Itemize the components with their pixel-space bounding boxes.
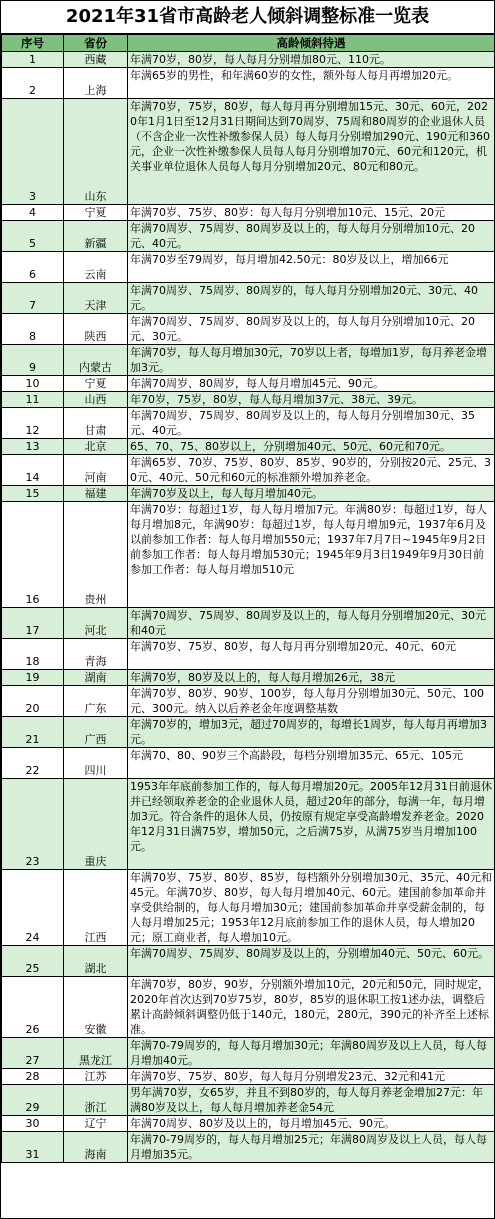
row-index: 4 xyxy=(2,205,64,221)
row-province: 宁夏 xyxy=(64,205,128,221)
row-index: 23 xyxy=(2,779,64,870)
row-province: 云南 xyxy=(64,252,128,283)
row-index: 26 xyxy=(2,977,64,1038)
row-index: 28 xyxy=(2,1069,64,1085)
row-benefit: 年满70岁至79周岁，每月增加42.50元：80岁及以上，增加66元 xyxy=(128,252,495,283)
row-province: 广东 xyxy=(64,686,128,717)
row-province: 江西 xyxy=(64,870,128,946)
table-body xyxy=(2,52,495,1163)
row-index: 2 xyxy=(2,68,64,99)
row-province: 安徽 xyxy=(64,977,128,1038)
row-province: 山东 xyxy=(64,99,128,205)
row-index: 22 xyxy=(2,748,64,779)
row-benefit: 年满70岁及以上，每人每月增加40元。 xyxy=(128,486,495,502)
row-benefit: 年满70岁、75岁、80岁：每人每月分别增加10元、15元、20元 xyxy=(128,205,495,221)
row-province: 新疆 xyxy=(64,221,128,252)
row-index: 6 xyxy=(2,252,64,283)
row-index: 21 xyxy=(2,717,64,748)
page-title: 2021年31省市高龄老人倾斜调整标准一览表 xyxy=(1,1,494,34)
row-index: 27 xyxy=(2,1038,64,1069)
header-benefit: 高龄倾斜待遇 xyxy=(128,35,495,52)
data-table xyxy=(1,34,495,1163)
row-index: 17 xyxy=(2,608,64,639)
row-province: 辽宁 xyxy=(64,1116,128,1132)
row-province: 四川 xyxy=(64,748,128,779)
table-row xyxy=(2,408,495,439)
row-index: 16 xyxy=(2,502,64,608)
row-province: 河北 xyxy=(64,608,128,639)
table-row xyxy=(2,502,495,608)
row-benefit: 年满70-79周岁的，每人每月增加30元；年满80周岁及以上人员，每人每月增加40元。 xyxy=(128,1038,495,1069)
table-row xyxy=(2,670,495,686)
row-benefit: 年70岁，75岁，80岁，每人每月增加37元、38元、39元。 xyxy=(128,392,495,408)
table-row xyxy=(2,455,495,486)
row-benefit: 1953年年底前参加工作的，每人每月增加20元。2005年12月31日前退休并已经领取养老金的企业退休人员，超过20年的部分，每满一年，每月增加3元。符合条件的退休人员，仍按原有规定享受高龄增发养老金。2020年12月31日满75岁，增加50元，之后满75岁，从满75岁当月增加100元。 xyxy=(128,779,495,870)
row-index: 9 xyxy=(2,345,64,376)
row-province: 江苏 xyxy=(64,1069,128,1085)
table-row xyxy=(2,205,495,221)
table-row xyxy=(2,52,495,68)
row-province: 内蒙古 xyxy=(64,345,128,376)
row-index: 29 xyxy=(2,1085,64,1116)
table-row xyxy=(2,392,495,408)
row-index: 31 xyxy=(2,1132,64,1163)
row-benefit: 年满70岁、75岁、80岁、85岁，每档额外分别增加30元、35元、40元和45元。年满70岁、80岁，每人每月增加40元、60元。建国前参加革命并享受供给制的，每人每月增加30元；建国前参加革命并享受薪金制的，每人每月增加25元；1953年12月底前参加工作的退休人员，每人增加20元；原工商业者，每人增加10元。 xyxy=(128,870,495,946)
row-benefit: 年满70周岁、75周岁、80周岁及以上的，每人每月分别增加20元、30元和40元 xyxy=(128,608,495,639)
row-benefit: 年满65岁的男性，和年满60岁的女性，额外每人每月再增加20元。 xyxy=(128,68,495,99)
table-row xyxy=(2,639,495,670)
row-index: 5 xyxy=(2,221,64,252)
row-benefit: 年满70、80、90岁三个高龄段，每档分别增加35元、65元、105元 xyxy=(128,748,495,779)
row-benefit: 年满70岁的，增加3元，超过70周岁的，每增长1周岁，每人每月再增加3元。 xyxy=(128,717,495,748)
row-index: 7 xyxy=(2,283,64,314)
row-province: 西藏 xyxy=(64,52,128,68)
row-benefit: 年满70周岁、80周岁，每人每月增加45元、90元。 xyxy=(128,376,495,392)
table-row xyxy=(2,283,495,314)
row-benefit: 年满70周岁、80岁及以上的，每月增加45元、90元。 xyxy=(128,1116,495,1132)
row-province: 湖南 xyxy=(64,670,128,686)
row-province: 浙江 xyxy=(64,1085,128,1116)
row-province: 广西 xyxy=(64,717,128,748)
row-benefit: 年满70周岁、75周岁、80周岁的，每人每月分别增加20元、30元、40元。 xyxy=(128,283,495,314)
header-index: 序号 xyxy=(2,35,64,52)
table-row xyxy=(2,252,495,283)
table-row xyxy=(2,68,495,99)
row-benefit: 年满70岁，75岁，80岁，每人每月再分别增加15元、30元、60元，2020年1月1日至12月31日期间达到70周岁、75周和80周岁的企业退休人员（不含企业一次性补缴参保人员）每人每月分别增加290元、190元和360元，企业一次性补缴参保人员每人每月分别增加70元、60元和120元，机关事业单位退休人员每人每月分别增加20元、80元和80元。 xyxy=(128,99,495,205)
table-row xyxy=(2,779,495,870)
row-index: 1 xyxy=(2,52,64,68)
table-row xyxy=(2,748,495,779)
table-header-row xyxy=(2,35,495,52)
row-province: 海南 xyxy=(64,1132,128,1163)
row-benefit: 年满70岁、80岁、90岁、100岁，每人每月分别增加30元、50元、100元、300元。纳入以后养老金年度调整基数 xyxy=(128,686,495,717)
row-province: 山西 xyxy=(64,392,128,408)
row-benefit: 年满70岁，80岁，每人每月分别增加80元、110元。 xyxy=(128,52,495,68)
table-row xyxy=(2,686,495,717)
row-province: 河南 xyxy=(64,455,128,486)
row-benefit: 年满70岁，80岁及以上的，每人每月增加26元，38元 xyxy=(128,670,495,686)
row-province: 北京 xyxy=(64,439,128,455)
row-province: 重庆 xyxy=(64,779,128,870)
table-row xyxy=(2,1116,495,1132)
table-row xyxy=(2,376,495,392)
table-row xyxy=(2,439,495,455)
row-index: 11 xyxy=(2,392,64,408)
row-index: 20 xyxy=(2,686,64,717)
row-benefit: 年满70岁、75岁、80岁，每人每月分别增发23元、32元和41元 xyxy=(128,1069,495,1085)
row-province: 贵州 xyxy=(64,502,128,608)
row-index: 25 xyxy=(2,946,64,977)
table-row xyxy=(2,717,495,748)
row-benefit: 65、70、75、80岁以上，分别增加40元、50元、60元和70元。 xyxy=(128,439,495,455)
row-benefit: 年满70-79周岁的，每人每月增加25元；年满80周岁及以上人员，每人每月增加35元。 xyxy=(128,1132,495,1163)
table-row xyxy=(2,314,495,345)
table-row xyxy=(2,946,495,977)
table-row xyxy=(2,608,495,639)
row-province: 福建 xyxy=(64,486,128,502)
table-row xyxy=(2,486,495,502)
table-row xyxy=(2,1085,495,1116)
row-province: 宁夏 xyxy=(64,376,128,392)
row-benefit: 年满70岁，每人每月增加30元，70岁以上者，每增加1岁，每月养老金增加3元。 xyxy=(128,345,495,376)
row-index: 10 xyxy=(2,376,64,392)
table-row xyxy=(2,99,495,205)
row-benefit: 年满70周岁、75周岁、80周岁及以上的，每人每月分别增加10元、20元、40元。 xyxy=(128,221,495,252)
row-index: 12 xyxy=(2,408,64,439)
header-province: 省份 xyxy=(64,35,128,52)
row-index: 18 xyxy=(2,639,64,670)
row-index: 13 xyxy=(2,439,64,455)
row-index: 30 xyxy=(2,1116,64,1132)
row-index: 19 xyxy=(2,670,64,686)
table-row xyxy=(2,1038,495,1069)
row-benefit: 年满65岁、70岁、75岁、80岁、85岁、90岁的，分别按20元、25元、30元、40元、50元和60元的标准额外增加养老金。 xyxy=(128,455,495,486)
row-benefit: 年满70周岁、75周岁、80周岁及以上的，分别增加40元、50元、60元。 xyxy=(128,946,495,977)
row-benefit: 年满70岁、75岁、80岁，每人每月再分别增加20元、40元、60元 xyxy=(128,639,495,670)
row-province: 黑龙江 xyxy=(64,1038,128,1069)
row-benefit: 男年满70岁，女65岁，并且不到80岁的，每人每月养老金增加27元：年满80岁及以上，每人每月增加养老金54元 xyxy=(128,1085,495,1116)
table-row xyxy=(2,977,495,1038)
table-row xyxy=(2,1132,495,1163)
table-row xyxy=(2,1069,495,1085)
row-benefit: 年满70周岁、75周岁、80周岁及以上的，每人每月分别增加30元、35元、40元。 xyxy=(128,408,495,439)
row-index: 24 xyxy=(2,870,64,946)
row-index: 14 xyxy=(2,455,64,486)
row-province: 天津 xyxy=(64,283,128,314)
row-benefit: 年满70周岁、75周岁、80周岁及以上的，每人每月分别增加10元、20元、30元。 xyxy=(128,314,495,345)
row-benefit: 年满70岁，80岁，90岁，分别额外增加10元，20元和50元，同时规定，2020年首次达到70岁75岁，80岁，85岁的退休职工按1述办法，调整后累计高龄倾斜调整仍低于140元，180元，280元，390元的补齐至上述标准。 xyxy=(128,977,495,1038)
table-row xyxy=(2,870,495,946)
row-province: 湖北 xyxy=(64,946,128,977)
row-province: 上海 xyxy=(64,68,128,99)
row-index: 15 xyxy=(2,486,64,502)
row-province: 陕西 xyxy=(64,314,128,345)
table-row xyxy=(2,221,495,252)
table-row xyxy=(2,345,495,376)
row-index: 8 xyxy=(2,314,64,345)
row-province: 青海 xyxy=(64,639,128,670)
row-province: 甘肃 xyxy=(64,408,128,439)
row-benefit: 年满70岁：每超过1岁，每人每月增加7元。年满80岁：每超过1岁，每人每月增加8元，年满90岁：每超过1岁，每人每月增加9元，1937年6月及以前参加工作者：每人每月增加550元；1937年7月7日~1945年9月2日前参加工作者：每人每月增加530元；1945年9月3日1949年9月30日前参加工作者：每人每月增加510元 xyxy=(128,502,495,608)
row-index: 3 xyxy=(2,99,64,205)
